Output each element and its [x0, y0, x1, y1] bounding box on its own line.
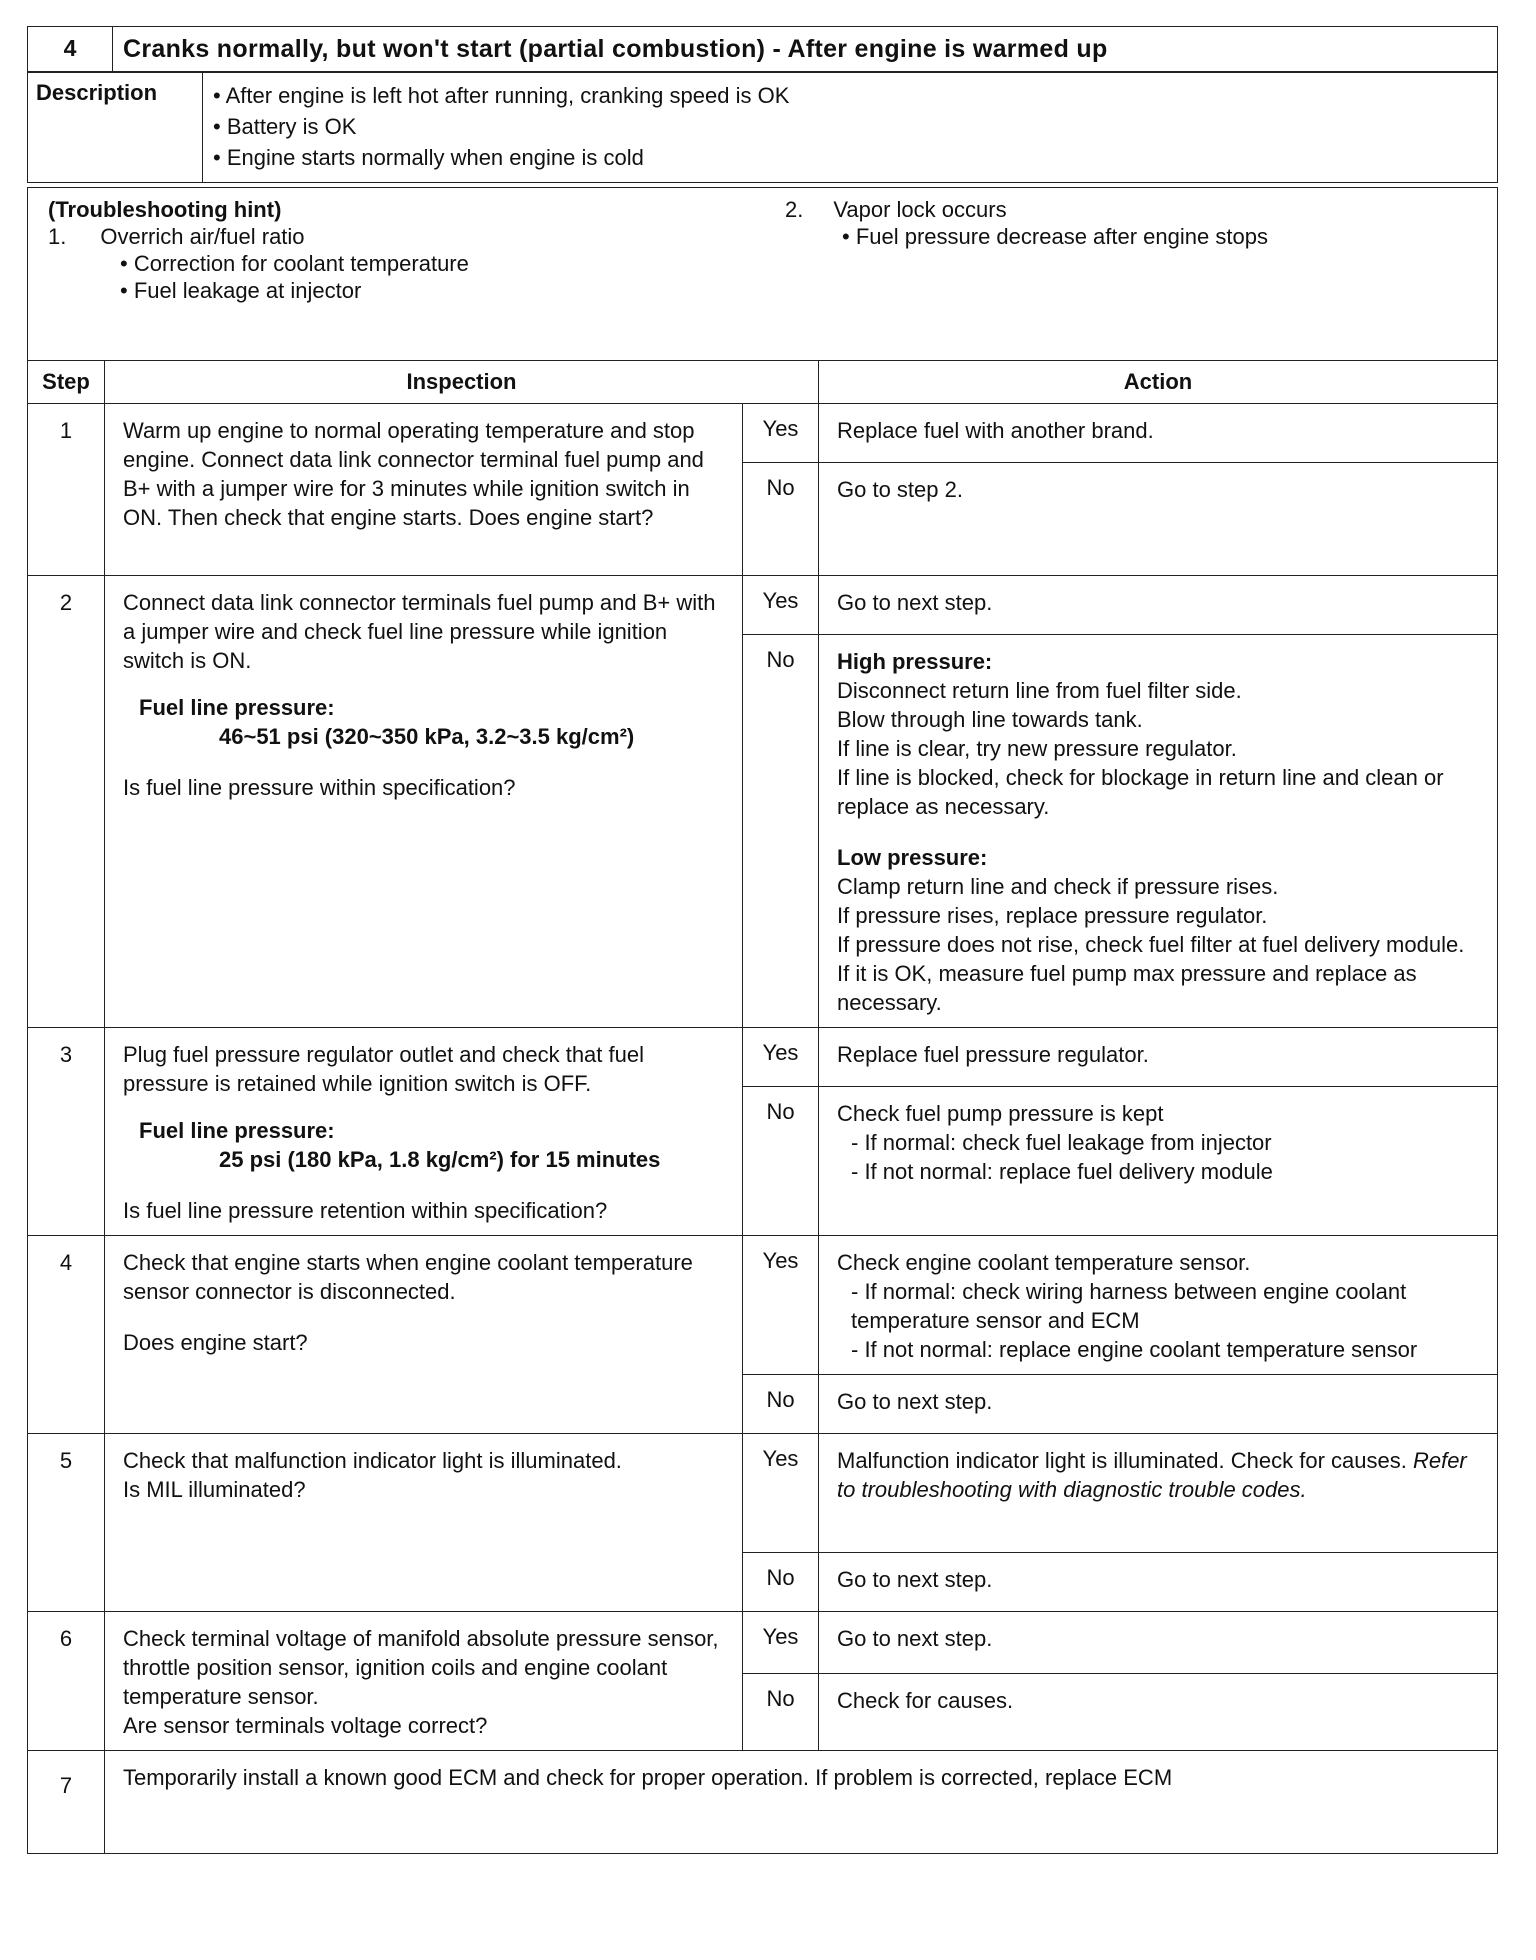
- hint-table: [27, 187, 1498, 361]
- hint-cause: Overrich air/fuel ratio: [100, 224, 305, 250]
- table-row: [28, 1611, 1498, 1673]
- description-list: [203, 72, 1498, 183]
- high-pressure-title: High pressure:: [837, 648, 993, 674]
- action-line: Check fuel pump pressure is kept: [837, 1100, 1164, 1126]
- description-label: Description: [28, 72, 203, 183]
- table-row: [28, 1235, 1498, 1374]
- table-row: [28, 575, 1498, 634]
- no-action: Go to next step.: [819, 1374, 1498, 1433]
- action-line: Check engine coolant temperature sensor.: [837, 1249, 1251, 1275]
- step-number: 1: [28, 403, 105, 575]
- action-line: Malfunction indicator light is illuminated. Check for causes.: [837, 1447, 1407, 1473]
- symptom-number: 4: [28, 27, 113, 73]
- action-sub: - If normal: check wiring harness between engine coolant temperature sensor and ECM: [851, 1278, 1407, 1333]
- no-action-cell: [819, 634, 1498, 1027]
- table-row: [28, 1027, 1498, 1086]
- no-action: Check for causes.: [819, 1673, 1498, 1750]
- table-row: [28, 1433, 1498, 1552]
- table-row: [28, 403, 1498, 462]
- inspection-text: Check terminal voltage of manifold absolute pressure sensor, throttle position sensor, ignition coils and engine coolant temperature sensor.: [123, 1625, 719, 1709]
- step-number: 2: [28, 575, 105, 1027]
- yes-action-cell: [819, 1433, 1498, 1552]
- inspection-cell: [105, 1611, 743, 1750]
- yes-label: Yes: [743, 1611, 819, 1673]
- yes-action: Replace fuel pressure regulator.: [819, 1027, 1498, 1086]
- step-number: 4: [28, 1235, 105, 1433]
- spec-value: 25 psi (180 kPa, 1.8 kg/cm²) for 15 minutes: [219, 1146, 661, 1172]
- column-action: Action: [819, 360, 1498, 403]
- yes-label: Yes: [743, 1235, 819, 1374]
- hint-title: (Troubleshooting hint): [48, 197, 282, 223]
- symptom-title: Cranks normally, but won't start (partial combustion) - After engine is warmed up: [113, 27, 1498, 73]
- no-label: No: [743, 1086, 819, 1235]
- description-item: • Battery is OK: [213, 114, 357, 140]
- action-sub: - If not normal: replace fuel delivery module: [851, 1158, 1273, 1184]
- inspection-cell: [105, 1433, 743, 1611]
- inspection-table: [27, 360, 1498, 1854]
- low-pressure-title: Low pressure:: [837, 844, 988, 870]
- hint-cause: Vapor lock occurs: [833, 197, 1007, 223]
- action-line: Disconnect return line from fuel filter side.: [837, 677, 1242, 703]
- action-line: If line is blocked, check for blockage in return line and clean or replace as necessary.: [837, 764, 1444, 819]
- inspection-text: Check that malfunction indicator light is illuminated.: [123, 1447, 622, 1473]
- yes-action: Replace fuel with another brand.: [819, 403, 1498, 462]
- inspection-question: Are sensor terminals voltage correct?: [123, 1712, 488, 1738]
- inspection-question: Is fuel line pressure retention within specification?: [123, 1197, 608, 1223]
- inspection-question: Is fuel line pressure within specification?: [123, 774, 516, 800]
- inspection-cell: [105, 1235, 743, 1433]
- spec-title: Fuel line pressure:: [139, 694, 335, 720]
- yes-label: Yes: [743, 575, 819, 634]
- action-sub: - If normal: check fuel leakage from injector: [851, 1129, 1272, 1155]
- yes-label: Yes: [743, 1433, 819, 1552]
- troubleshooting-document: [27, 26, 1498, 1854]
- inspection-question: Is MIL illuminated?: [123, 1476, 306, 1502]
- no-action: Go to next step.: [819, 1552, 1498, 1611]
- column-header-row: [28, 360, 1498, 403]
- table-row: [28, 1750, 1498, 1853]
- yes-label: Yes: [743, 403, 819, 462]
- spec-value: 46~51 psi (320~350 kPa, 3.2~3.5 kg/cm²): [219, 723, 635, 749]
- yes-action-cell: [819, 1235, 1498, 1374]
- no-label: No: [743, 1374, 819, 1433]
- action-line: If pressure does not rise, check fuel filter at fuel delivery module.: [837, 931, 1465, 957]
- header-table: [27, 26, 1498, 73]
- description-item: • After engine is left hot after running, cranking speed is OK: [213, 83, 790, 109]
- column-step: Step: [28, 360, 105, 403]
- troubleshooting-hint: [28, 188, 1498, 361]
- inspection-text: Check that engine starts when engine coolant temperature sensor connector is disconnected.: [123, 1249, 693, 1304]
- hint-number: 2.: [785, 197, 804, 223]
- inspection-text: Plug fuel pressure regulator outlet and check that fuel pressure is retained while ignition switch is OFF.: [123, 1041, 644, 1096]
- inspection-cell: [105, 575, 743, 1027]
- inspection-cell: [105, 1027, 743, 1235]
- inspection-text: Connect data link connector terminals fuel pump and B+ with a jumper wire and check fuel line pressure while ignition switch is ON.: [123, 589, 716, 673]
- action-line: If pressure rises, replace pressure regulator.: [837, 902, 1268, 928]
- action-line: If line is clear, try new pressure regulator.: [837, 735, 1237, 761]
- action-reference: Refer to troubleshooting with diagnostic trouble codes.: [837, 1447, 1467, 1502]
- no-label: No: [743, 1552, 819, 1611]
- hint-sub: • Correction for coolant temperature: [120, 251, 469, 277]
- no-label: No: [743, 634, 819, 1027]
- description-item: • Engine starts normally when engine is cold: [213, 145, 644, 171]
- action-sub: - If not normal: replace engine coolant temperature sensor: [851, 1336, 1418, 1362]
- step-number: 3: [28, 1027, 105, 1235]
- yes-label: Yes: [743, 1027, 819, 1086]
- step-number: 5: [28, 1433, 105, 1611]
- yes-action: Go to next step.: [819, 1611, 1498, 1673]
- description-table: [27, 71, 1498, 183]
- action-line: If it is OK, measure fuel pump max pressure and replace as necessary.: [837, 960, 1417, 1015]
- inspection-text: Warm up engine to normal operating temperature and stop engine. Connect data link connector terminal fuel pump and B+ with a jumper wire for 3 minutes while ignition switch in ON. Then check that engine starts. Does engine start?: [105, 403, 743, 575]
- inspection-question: Does engine start?: [123, 1329, 308, 1355]
- no-label: No: [743, 1673, 819, 1750]
- action-line: Clamp return line and check if pressure rises.: [837, 873, 1279, 899]
- spec-title: Fuel line pressure:: [139, 1117, 335, 1143]
- action-line: Blow through line towards tank.: [837, 706, 1143, 732]
- no-label: No: [743, 462, 819, 575]
- final-step-text: Temporarily install a known good ECM and check for proper operation. If problem is corrected, replace ECM: [105, 1750, 1498, 1853]
- yes-action: Go to next step.: [819, 575, 1498, 634]
- step-number: 6: [28, 1611, 105, 1750]
- column-inspection: Inspection: [105, 360, 819, 403]
- step-number: 7: [28, 1750, 105, 1853]
- no-action: Go to step 2.: [819, 462, 1498, 575]
- hint-number: 1.: [48, 224, 67, 250]
- hint-sub: • Fuel leakage at injector: [120, 278, 362, 304]
- hint-sub: • Fuel pressure decrease after engine stops: [842, 224, 1268, 250]
- no-action-cell: [819, 1086, 1498, 1235]
